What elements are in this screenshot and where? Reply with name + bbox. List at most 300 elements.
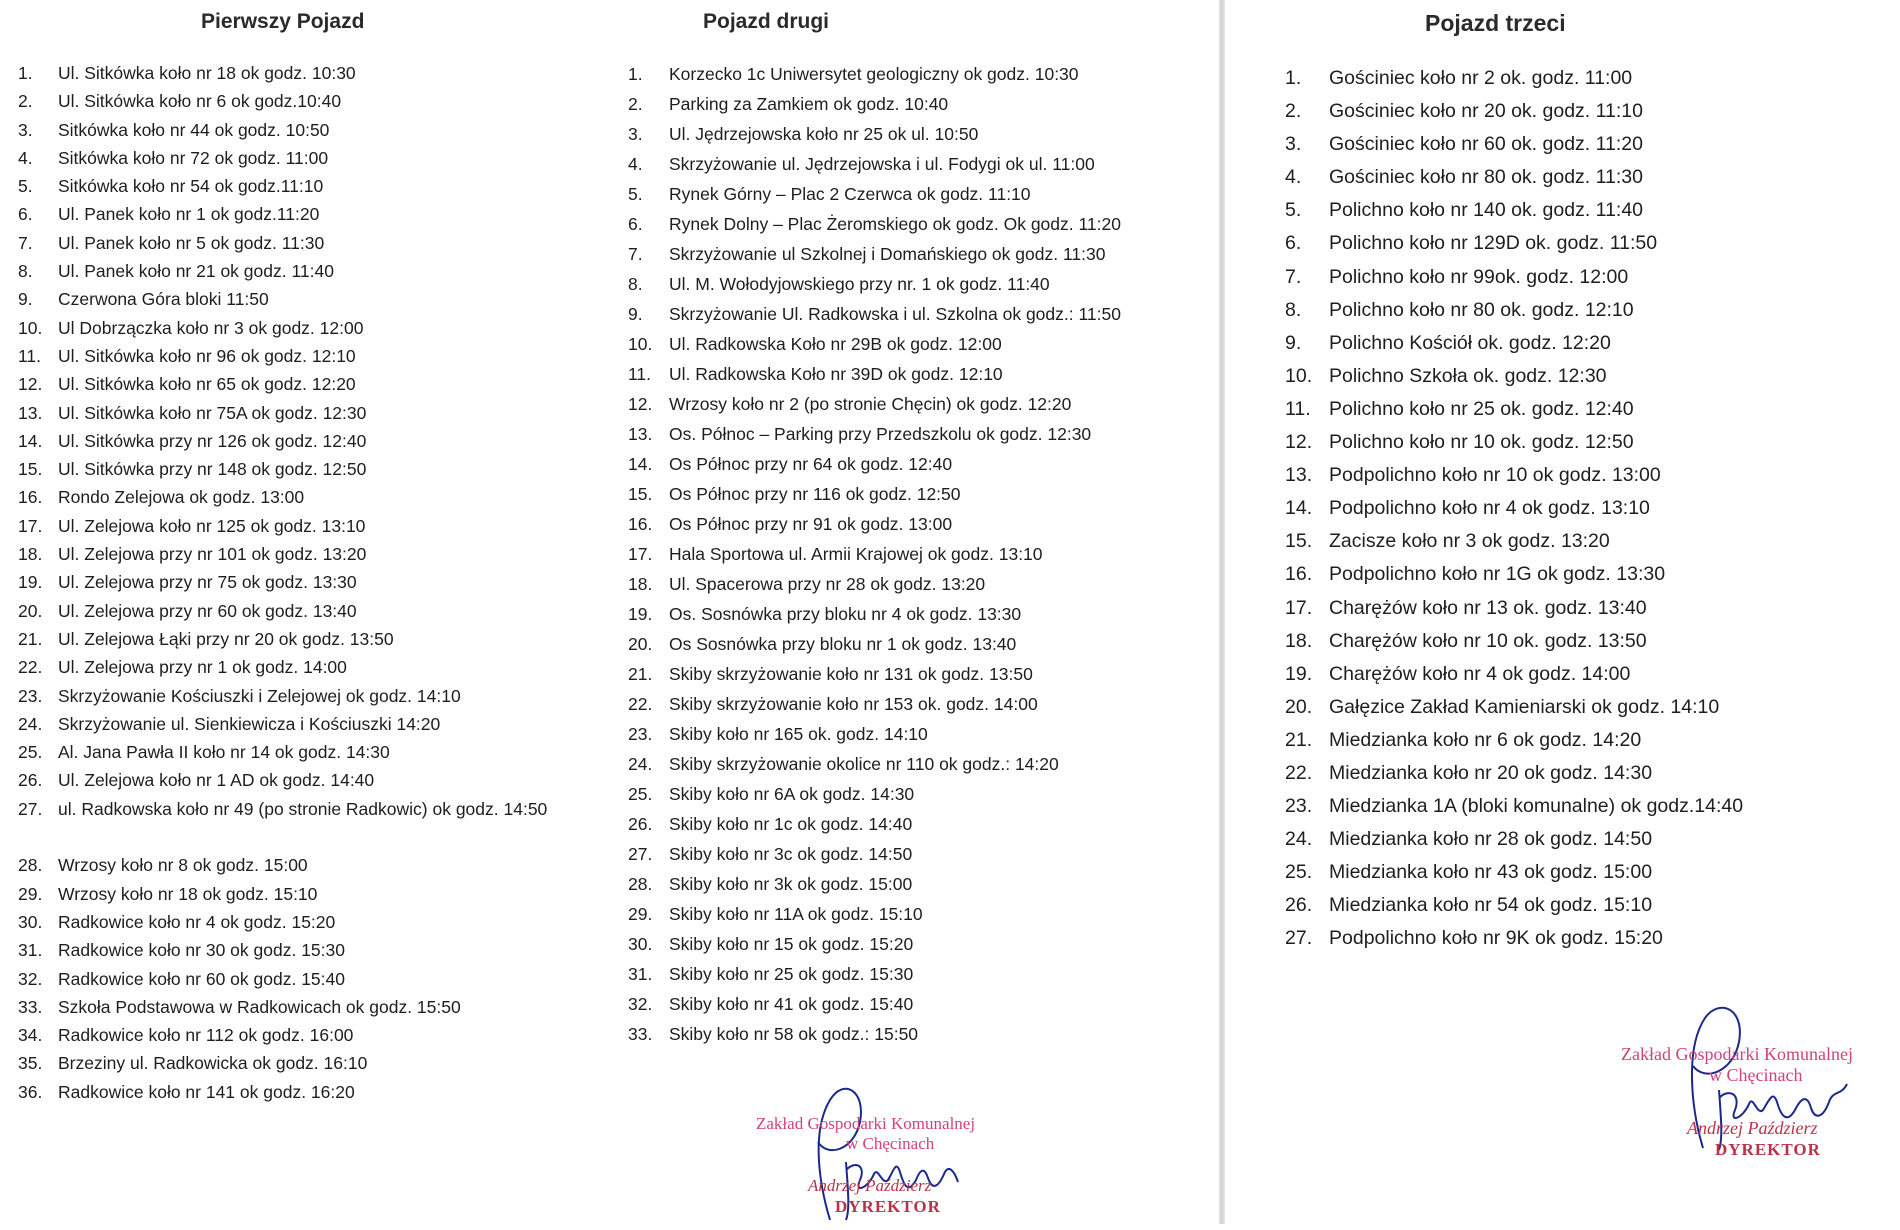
stop-item [18,1049,578,1077]
stop-number: 33. [628,1024,653,1044]
stop-number: 4. [18,147,33,168]
stop-number: 17. [18,515,43,536]
stop-description: Miedzianka 1A (bloki komunalne) ok godz.14:40 [1329,795,1744,818]
stop-number: 13. [1285,464,1313,487]
stop-description: Ul. M. Wołodyjowskiego przy nr. 1 ok godz. 11:40 [669,274,1050,294]
stop-number: 24. [1285,828,1313,851]
stop-number: 35. [18,1053,43,1074]
stop-item [628,869,1188,899]
stop-number: 3. [1285,133,1302,156]
stop-description: Ul. Sitkówka koło nr 6 ok godz.10:40 [58,91,342,112]
stop-number: 23. [628,724,653,744]
stop-item [1285,724,1885,757]
stop-description: Ul. Sitkówka koło nr 18 ok godz. 10:30 [58,63,356,83]
stop-number: 18. [628,574,653,594]
stop-item [628,299,1188,329]
stop-description: Rondo Zelejowa ok godz. 13:00 [58,487,305,508]
stop-description: Polichno koło nr 80 ok. godz. 12:10 [1329,298,1634,321]
stop-item [18,908,578,936]
stop-number: 9. [628,304,643,324]
stamp-location: w Chęcinach [1709,1065,1803,1085]
stop-description: Skiby skrzyżowanie koło nr 131 ok godz. 13:50 [669,664,1033,684]
stop-number: 24. [18,713,43,734]
stop-item [1285,658,1885,691]
stop-number: 31. [628,964,653,984]
stop-description: Os. Sosnówka przy bloku nr 4 ok godz. 13:30 [669,604,1022,624]
stop-description: Ul. Sitkówka przy nr 126 ok godz. 12:40 [58,430,367,451]
stop-description: Polichno koło nr 129D ok. godz. 11:50 [1329,232,1658,255]
signature-stamp-middle [748,1070,1028,1230]
stop-number: 20. [1285,695,1313,718]
stop-description: Skrzyżowanie Ul. Radkowska i ul. Szkolna ok godz.: 11:50 [669,304,1121,324]
stop-number: 16. [1285,563,1313,586]
stop-item [1285,790,1885,823]
stop-item [628,89,1188,119]
stop-number: 7. [18,232,33,253]
stop-description: Sitkówka koło nr 54 ok godz.11:10 [58,176,324,197]
stop-item [1285,757,1885,790]
stamp-location: w Chęcinach [846,1134,935,1153]
stop-description: Radkowice koło nr 4 ok godz. 15:20 [58,911,336,932]
stop-item [18,738,578,766]
stamp-institution: Zakład Gospodarki Komunalnej [756,1114,976,1133]
stop-number: 27. [1285,927,1313,950]
stop-number: 22. [18,657,43,678]
stop-item [628,989,1188,1019]
stop-item [628,149,1188,179]
stop-item [628,749,1188,779]
stop-description: Polichno koło nr 10 ok. godz. 12:50 [1329,431,1634,454]
stop-number: 5. [18,176,33,197]
stop-item [18,682,578,710]
stop-item [1285,227,1885,260]
stop-number: 21. [18,628,43,649]
stop-item [18,285,578,313]
stop-description: Polichno koło nr 99ok. godz. 12:00 [1329,265,1629,288]
stop-item [628,239,1188,269]
stop-description: Zacisze koło nr 3 ok godz. 13:20 [1329,530,1610,553]
stop-item [18,229,578,257]
stop-item [628,539,1188,569]
stop-number: 17. [1285,596,1313,619]
stop-description: Ul. Sitkówka koło nr 96 ok godz. 12:10 [58,345,356,366]
stop-number: 2. [628,94,643,114]
stop-description: Miedzianka koło nr 20 ok godz. 14:30 [1329,761,1653,784]
stop-item [628,119,1188,149]
stop-number: 13. [628,424,653,444]
stop-number: 4. [628,154,643,174]
stop-item [628,359,1188,389]
stop-item [628,179,1188,209]
stop-description: Ul. Panek koło nr 5 ok godz. 11:30 [58,232,325,253]
stop-item [18,87,578,115]
stop-description: Czerwona Góra bloki 11:50 [58,289,269,310]
stamp-name: Andrzej Paździerz [808,1176,932,1195]
stop-number: 26. [1285,894,1313,917]
stop-item [18,568,578,596]
stop-item [1285,327,1885,360]
stop-number: 30. [628,934,653,954]
stop-item [18,710,578,738]
stop-item [1285,691,1885,724]
stop-number: 1. [18,63,33,83]
stop-number: 11. [628,364,652,384]
stop-item [628,509,1188,539]
vehicle-2-stop-list [628,59,1188,1049]
stop-item [628,629,1188,659]
stop-number: 16. [18,487,43,508]
stop-item [628,209,1188,239]
stop-item [18,200,578,228]
stop-description: Ul Dobrzączka koło nr 3 ok godz. 12:00 [58,317,364,338]
stop-description: Gościniec koło nr 2 ok. godz. 11:00 [1329,67,1633,89]
stop-item [18,59,578,87]
stop-number: 19. [1285,662,1313,685]
stop-number: 25. [18,742,43,763]
stop-item [18,993,578,1021]
stop-description: Ul. Jędrzejowska koło nr 25 ok ul. 10:50 [669,124,979,144]
stop-item [18,597,578,625]
stop-description: Rynek Dolny – Plac Żeromskiego ok godz. Ok godz. 11:20 [669,214,1121,234]
stop-number: 23. [1285,795,1313,818]
stop-item [18,455,578,483]
stop-description: Korzecko 1c Uniwersytet geologiczny ok godz. 10:30 [669,64,1079,84]
stop-number: 34. [18,1025,43,1046]
stop-number: 10. [628,334,653,354]
stop-description: Miedzianka koło nr 43 ok godz. 15:00 [1329,861,1653,884]
stop-item [628,809,1188,839]
stop-description: Ul. Zelejowa przy nr 60 ok godz. 13:40 [58,600,357,621]
stop-description: Miedzianka koło nr 54 ok godz. 15:10 [1329,894,1653,917]
stop-description: Os Północ przy nr 64 ok godz. 12:40 [669,454,953,474]
stop-description: Skrzyżowanie ul Szkolnej i Domańskiego ok godz. 11:30 [669,244,1106,264]
stop-item [628,449,1188,479]
stop-number: 14. [1285,497,1313,520]
stop-description: Rynek Górny – Plac 2 Czerwca ok godz. 11:10 [669,184,1031,204]
stop-description: Skiby koło nr 41 ok godz. 15:40 [669,994,914,1014]
stamp-name: Andrzej Paździerz [1687,1118,1818,1138]
stop-item [18,851,578,879]
stop-item [18,172,578,200]
stop-item [1285,194,1885,227]
stop-description: Gałęzice Zakład Kamieniarski ok godz. 14:10 [1329,695,1720,718]
stop-description: ul. Radkowska koło nr 49 (po stronie Radkowic) ok godz. 14:50 [58,798,548,819]
stop-description: Ul. Panek koło nr 1 ok godz.11:20 [58,204,320,225]
stop-item [628,329,1188,359]
stop-item [18,965,578,993]
stop-item [1285,294,1885,327]
stop-item [1285,625,1885,658]
stop-number: 23. [18,685,43,706]
stop-item [1285,128,1885,161]
stop-item [1285,393,1885,426]
stop-item [628,959,1188,989]
stop-number: 6. [628,214,643,234]
stop-number: 20. [18,600,43,621]
stop-item [18,512,578,540]
stop-number: 19. [18,572,43,593]
stop-description: Ul. Zelejowa przy nr 1 ok godz. 14:00 [58,657,347,678]
stop-description: Skiby koło nr 165 ok. godz. 14:10 [669,724,928,744]
stop-item [1285,426,1885,459]
stop-item [628,599,1188,629]
stop-description: Ul. Sitkówka przy nr 148 ok godz. 12:50 [58,459,367,480]
stop-number: 32. [628,994,653,1014]
stop-item [628,479,1188,509]
stop-description: Miedzianka koło nr 28 ok godz. 14:50 [1329,828,1653,851]
stop-item [628,779,1188,809]
stop-number: 12. [1285,431,1313,454]
vehicle-3-title: Pojazd trzeci [1425,10,1566,36]
stop-number: 27. [18,798,43,819]
stop-description: Gościniec koło nr 20 ok. godz. 11:10 [1329,100,1643,123]
stop-number: 13. [18,402,43,423]
stop-description: Charężów koło nr 10 ok. godz. 13:50 [1329,629,1647,652]
stop-number: 17. [628,544,653,564]
stop-description: Os. Północ – Parking przy Przedszkolu ok godz. 12:30 [669,424,1092,444]
stop-item [1285,360,1885,393]
stop-description: Ul. Sitkówka koło nr 65 ok godz. 12:20 [58,374,356,395]
stop-item [628,659,1188,689]
stamp-institution: Zakład Gospodarki Komunalnej [1621,1044,1853,1064]
stop-number: 21. [628,664,653,684]
stop-description: Gościniec koło nr 60 ok. godz. 11:20 [1329,133,1643,156]
stop-description: Podpolichno koło nr 10 ok godz. 13:00 [1329,464,1661,487]
stop-number: 5. [628,184,643,204]
stop-number: 20. [628,634,653,654]
stop-description: Hala Sportowa ul. Armii Krajowej ok godz. 13:10 [669,544,1043,564]
stop-description: Sitkówka koło nr 72 ok godz. 11:00 [58,147,329,168]
stop-item [18,625,578,653]
stop-number: 4. [1285,166,1302,189]
stop-description: Skiby skrzyżowanie okolice nr 110 ok godz.: 14:20 [669,754,1059,774]
stop-number: 19. [628,604,653,624]
stop-number: 3. [628,124,643,144]
stop-number: 6. [18,204,33,225]
stop-number: 29. [628,904,653,924]
stop-number: 10. [18,317,43,338]
stop-description: Ul. Panek koło nr 21 ok godz. 11:40 [58,261,334,282]
stop-number: 11. [1285,397,1311,420]
stop-number: 33. [18,996,43,1017]
stop-item [1285,889,1885,922]
stop-number: 3. [18,119,33,140]
stop-item [1285,922,1885,955]
stop-number: 26. [628,814,653,834]
stop-description: Ul. Spacerowa przy nr 28 ok godz. 13:20 [669,574,986,594]
stop-description: Podpolichno koło nr 9K ok godz. 15:20 [1329,927,1663,950]
stop-description: Podpolichno koło nr 4 ok godz. 13:10 [1329,497,1650,520]
stop-number: 21. [1285,728,1313,751]
stop-number: 28. [628,874,653,894]
stop-number: 22. [628,694,653,714]
stop-description: Skiby koło nr 58 ok godz.: 15:50 [669,1024,919,1044]
stop-number: 14. [18,430,43,451]
stop-item [18,314,578,342]
stamp-role: DYREKTOR [1715,1140,1821,1159]
stop-number: 7. [1285,265,1302,288]
stop-number: 6. [1285,232,1302,255]
stop-number: 32. [18,968,43,989]
stop-item [628,899,1188,929]
signature-stamp-right [1615,998,1900,1178]
stop-item [1285,62,1885,95]
stop-description: Os Sosnówka przy bloku nr 1 ok godz. 13:40 [669,634,1017,654]
stop-number: 16. [628,514,653,534]
stop-number: 7. [628,244,643,264]
stop-description: Wrzosy koło nr 18 ok godz. 15:10 [58,883,318,904]
stop-number: 22. [1285,761,1313,784]
stop-item [628,1019,1188,1049]
stop-description: Ul. Radkowska Koło nr 29B ok godz. 12:00 [669,334,1002,354]
stop-description: Brzeziny ul. Radkowicka ok godz. 16:10 [58,1053,368,1074]
stop-description: Polichno koło nr 140 ok. godz. 11:40 [1329,199,1644,222]
stop-description: Ul. Zelejowa koło nr 125 ok godz. 13:10 [58,515,366,536]
vehicle-1-title: Pierwszy Pojazd [201,10,365,33]
stamp-role: DYREKTOR [835,1197,941,1216]
stop-item [1285,261,1885,294]
stop-description: Charężów koło nr 4 ok godz. 14:00 [1329,662,1631,685]
stop-description: Ul. Zelejowa przy nr 75 ok godz. 13:30 [58,572,357,593]
stop-item [628,389,1188,419]
stop-number: 14. [628,454,653,474]
stop-item [1285,592,1885,625]
stop-item [628,269,1188,299]
stop-number: 28. [18,855,43,876]
stop-description: Radkowice koło nr 112 ok godz. 16:00 [58,1025,354,1046]
stop-description: Skrzyżowanie ul. Sienkiewicza i Kościuszki 14:20 [58,713,441,734]
stop-description: Radkowice koło nr 60 ok godz. 15:40 [58,968,345,989]
stop-item [18,1078,578,1106]
stop-item [1285,856,1885,889]
stop-description: Skiby koło nr 15 ok godz. 15:20 [669,934,914,954]
stop-item [18,936,578,964]
stop-item [18,257,578,285]
stop-number: 9. [1285,331,1302,354]
stop-number: 12. [628,394,653,414]
stop-number: 31. [18,940,43,961]
stop-item [628,569,1188,599]
stop-item [18,370,578,398]
stop-item [18,144,578,172]
stop-description: Skiby koło nr 3k ok godz. 15:00 [669,874,913,894]
stop-item [628,59,1188,89]
stop-number: 25. [1285,861,1313,884]
stop-description: Wrzosy koło nr 2 (po stronie Chęcin) ok godz. 12:20 [669,394,1072,414]
stop-description: Skiby koło nr 1c ok godz. 14:40 [669,814,913,834]
stop-number: 12. [18,374,43,395]
stop-description: Polichno Szkoła ok. godz. 12:30 [1329,364,1607,387]
stop-description: Parking za Zamkiem ok godz. 10:40 [669,94,949,114]
stop-number: 30. [18,911,43,932]
stop-item [18,1021,578,1049]
stop-description: Radkowice koło nr 141 ok godz. 16:20 [58,1081,355,1102]
vehicle-2-title: Pojazd drugi [703,10,829,33]
stop-number: 15. [628,484,653,504]
stop-number: 2. [1285,100,1302,123]
vehicle-1-stop-list [18,59,578,1106]
stop-item [18,540,578,568]
stop-item [18,795,578,852]
stop-item [628,929,1188,959]
stop-number: 29. [18,883,43,904]
stop-number: 11. [18,345,42,366]
stop-item [1285,558,1885,591]
stop-item [628,419,1188,449]
stop-number: 8. [628,274,643,294]
stop-item [18,342,578,370]
stop-description: Skiby skrzyżowanie koło nr 153 ok. godz. 14:00 [669,694,1038,714]
stop-number: 26. [18,770,43,791]
stop-number: 25. [628,784,653,804]
stop-number: 1. [628,64,643,84]
stop-description: Skiby koło nr 25 ok godz. 15:30 [669,964,914,984]
stop-description: Os Północ przy nr 116 ok godz. 12:50 [669,484,961,504]
stop-item [1285,95,1885,128]
stop-number: 5. [1285,199,1302,222]
stop-description: Ul. Sitkówka koło nr 75A ok godz. 12:30 [58,402,367,423]
stop-item [1285,459,1885,492]
stop-number: 18. [1285,629,1313,652]
stop-item [1285,525,1885,558]
stop-description: Ul. Zelejowa Łąki przy nr 20 ok godz. 13:50 [58,628,394,649]
stop-number: 15. [1285,530,1313,553]
stop-item [18,483,578,511]
stop-description: Ul. Zelejowa przy nr 101 ok godz. 13:20 [58,544,367,565]
stop-number: 8. [1285,298,1302,321]
stop-number: 9. [18,289,33,310]
stop-description: Miedzianka koło nr 6 ok godz. 14:20 [1329,728,1642,751]
stop-description: Polichno Kościół ok. godz. 12:20 [1329,331,1611,354]
stop-item [18,116,578,144]
stop-number: 18. [18,544,43,565]
stop-description: Skrzyżowanie ul. Jędrzejowska i ul. Fodygi ok ul. 11:00 [669,154,1095,174]
stop-description: Sitkówka koło nr 44 ok godz. 10:50 [58,119,330,140]
vehicle-3-stop-list [1285,62,1885,956]
stop-item [18,427,578,455]
stop-number: 27. [628,844,653,864]
stop-item [628,839,1188,869]
stop-description: Podpolichno koło nr 1G ok godz. 13:30 [1329,563,1666,586]
stop-description: Skiby koło nr 11A ok godz. 15:10 [669,904,923,924]
stop-description: Charężów koło nr 13 ok. godz. 13:40 [1329,596,1647,619]
stop-description: Ul. Zelejowa koło nr 1 AD ok godz. 14:40 [58,770,375,791]
stop-number: 10. [1285,364,1313,387]
stop-number: 36. [18,1081,43,1102]
stop-description: Ul. Radkowska Koło nr 39D ok godz. 12:10 [669,364,1003,384]
stop-item [1285,492,1885,525]
stop-description: Gościniec koło nr 80 ok. godz. 11:30 [1329,166,1643,189]
stop-description: Skiby koło nr 3c ok godz. 14:50 [669,844,913,864]
stop-number: 1. [1285,67,1302,89]
stop-number: 2. [18,91,33,112]
stop-item [628,689,1188,719]
stop-description: Radkowice koło nr 30 ok godz. 15:30 [58,940,345,961]
stop-description: Skrzyżowanie Kościuszki i Zelejowej ok godz. 14:10 [58,685,461,706]
stop-description: Polichno koło nr 25 ok. godz. 12:40 [1329,397,1634,420]
stop-item [628,719,1188,749]
stop-item [1285,161,1885,194]
stop-number: 8. [18,261,33,282]
stop-number: 24. [628,754,653,774]
stop-item [1285,823,1885,856]
stop-item [18,399,578,427]
stop-description: Wrzosy koło nr 8 ok godz. 15:00 [58,855,308,876]
stop-number: 15. [18,459,43,480]
stop-description: Os Północ przy nr 91 ok godz. 13:00 [669,514,953,534]
stop-description: Szkoła Podstawowa w Radkowicach ok godz. 15:50 [58,996,461,1017]
stop-item [18,766,578,794]
